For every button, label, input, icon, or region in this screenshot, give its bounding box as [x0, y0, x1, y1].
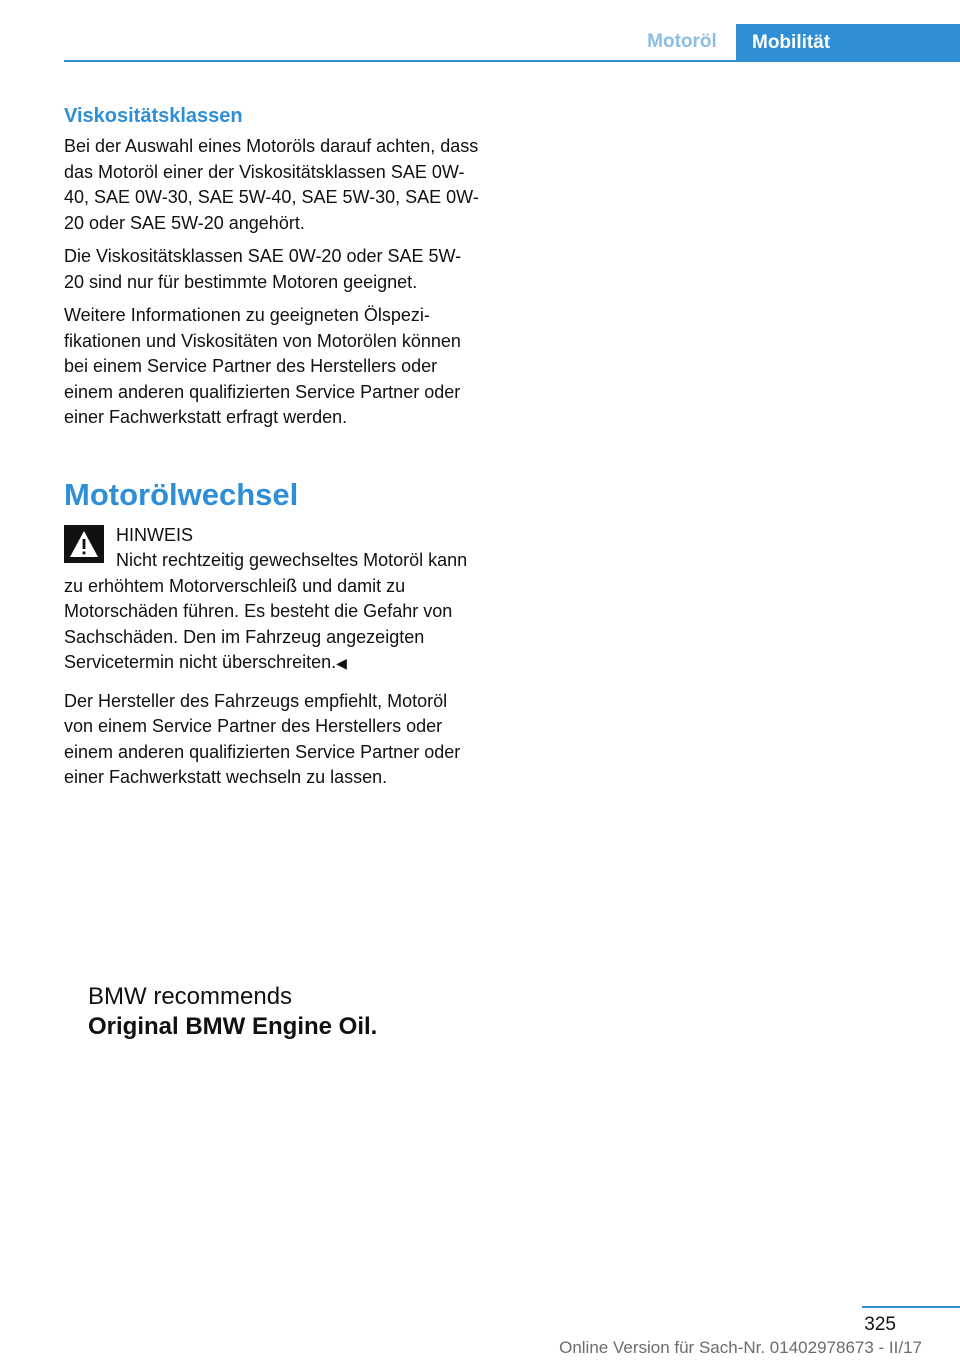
tab-mobilitaet[interactable]: Mobilität [736, 24, 960, 62]
notice-title: HINWEIS [116, 524, 194, 545]
tab-motoroel[interactable]: Motoröl [647, 31, 717, 52]
page-number: 325 [864, 1314, 896, 1335]
subheading-viskositaetsklassen: Viskositätsklassen [64, 105, 243, 127]
advert-line-2: Original BMW Engine Oil. [88, 1013, 378, 1040]
paragraph-3: Weitere Informationen zu geeigneten Ölspezifikationen und Viskositäten von Motorölen können bei einem Service Partner des Herstellers oder einem anderen qualifizierten Service Partner oder einer Fachwerkstatt erfragt werden. [64, 305, 461, 427]
main-content [64, 102, 480, 799]
paragraph-4: Der Hersteller des Fahrzeugs empfiehlt, Motoröl von einem Service Partner des Herstellers oder einem anderen qualifizierten Service Partner oder einer Fachwerkstatt wechseln zu lassen. [64, 690, 461, 787]
warning-triangle-icon [64, 525, 104, 563]
footer-rule [862, 1306, 960, 1308]
heading-motoroelwechsel: Motorölwechsel [64, 476, 299, 512]
bmw-oil-advert [88, 982, 508, 1042]
notice-block [64, 523, 480, 677]
paragraph-1: Bei der Auswahl eines Motoröls darauf achten, dass das Motoröl einer der Viskositätsklassen SAE 0W-40, SAE 0W-30, SAE 5W-40, SAE 5W-30, SAE 0W-20 oder SAE 5W-20 angehört. [64, 136, 479, 233]
end-mark-icon: ◀ [336, 655, 347, 671]
paragraph-2: Die Viskositätsklassen SAE 0W-20 oder SAE 5W-20 sind nur für bestimmte Motoren geeignet. [64, 246, 462, 292]
footer-note: Online Version für Sach-Nr. 01402978673 - II/17 [559, 1338, 922, 1357]
notice-text: Nicht rechtzeitig gewechseltes Motoröl kann zu erhöhtem Motorverschleiß und damit zu Motorschäden führen. Es besteht die Gefahr von Sachschäden. Den im Fahrzeug angezeigten Servicetermin nicht überschreiten. [64, 550, 468, 672]
advert-line-1: BMW recommends [88, 983, 293, 1010]
